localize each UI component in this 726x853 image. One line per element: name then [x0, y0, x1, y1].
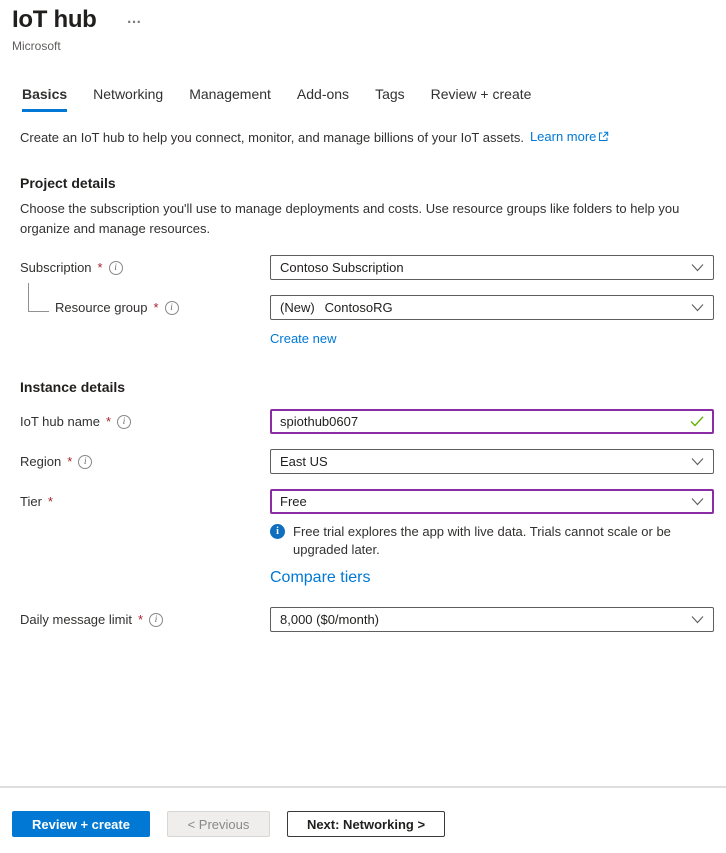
region-row: [20, 449, 726, 474]
tab-networking[interactable]: Networking: [93, 86, 164, 102]
instance-details-heading: Instance details: [20, 379, 126, 395]
chevron-down-icon: [691, 615, 704, 624]
daily-message-limit-dropdown[interactable]: [270, 607, 714, 632]
tier-value: Free: [280, 494, 307, 509]
basics-form: [20, 255, 726, 632]
review-create-button[interactable]: Review + create: [12, 811, 150, 837]
daily-message-limit-label: Daily message limit: [20, 612, 132, 628]
resource-group-value: ContosoRG: [324, 300, 393, 315]
info-icon[interactable]: i: [109, 261, 123, 275]
tab-review-create[interactable]: Review + create: [430, 86, 532, 102]
required-marker: *: [97, 260, 103, 275]
required-marker: *: [105, 414, 112, 429]
region-value: East US: [280, 454, 328, 469]
tier-row: [20, 489, 726, 514]
daily-message-limit-value: 8,000 ($0/month): [280, 612, 380, 628]
tab-management[interactable]: Management: [189, 86, 271, 102]
chevron-down-icon: [691, 497, 704, 506]
resource-group-new-prefix: (New): [280, 300, 315, 315]
create-new-link[interactable]: Create new: [270, 331, 337, 346]
required-marker: *: [137, 612, 144, 628]
required-marker: *: [153, 300, 159, 315]
project-details-heading: Project details: [20, 175, 116, 191]
wizard-tabs: [22, 86, 726, 112]
page-title: IoT hub: [12, 6, 97, 33]
info-filled-icon: i: [270, 524, 285, 539]
region-dropdown[interactable]: [270, 449, 714, 474]
valid-check-icon: [690, 416, 704, 427]
project-details-description: Choose the subscription you'll use to manage deployments and costs. Use resource groups like folders to help you organize and manage resources.: [20, 201, 680, 236]
required-marker: *: [47, 494, 53, 509]
resource-group-row: [20, 295, 726, 320]
create-new-row: [20, 325, 726, 346]
required-marker: *: [67, 454, 73, 469]
daily-message-limit-row: [20, 607, 726, 632]
chevron-down-icon: [691, 303, 704, 312]
tab-basics[interactable]: Basics: [22, 86, 67, 112]
subscription-label: Subscription: [20, 260, 92, 275]
resource-group-dropdown[interactable]: [270, 295, 714, 320]
info-icon[interactable]: i: [149, 613, 163, 627]
publisher-label: Microsoft: [12, 39, 61, 53]
info-icon[interactable]: i: [165, 301, 179, 315]
tier-label: Tier: [20, 494, 42, 509]
chevron-down-icon: [691, 457, 704, 466]
info-icon[interactable]: i: [78, 455, 92, 469]
compare-tiers-link[interactable]: Compare tiers: [270, 569, 371, 587]
intro-text: Create an IoT hub to help you connect, monitor, and manage billions of your IoT assets.: [20, 129, 524, 145]
tab-tags[interactable]: Tags: [375, 86, 405, 102]
learn-more-link[interactable]: Learn more: [530, 129, 609, 145]
intro-text-row: [20, 129, 726, 145]
subscription-row: [20, 255, 726, 280]
compare-tiers-row: [20, 569, 726, 587]
footer-actions: [12, 811, 445, 837]
subscription-value: Contoso Subscription: [280, 260, 404, 275]
next-networking-button[interactable]: Next: Networking >: [287, 811, 445, 837]
tree-connector-line: [28, 283, 49, 312]
footer-divider: [0, 786, 726, 788]
tier-note-row: [20, 523, 726, 558]
tier-note-text: Free trial explores the app with live data. Trials cannot scale or be upgraded later.: [293, 524, 671, 557]
external-link-icon: [598, 130, 609, 145]
resource-group-label: Resource group: [55, 300, 148, 315]
iot-hub-name-value: spiothub0607: [280, 414, 359, 429]
iot-hub-name-row: [20, 409, 726, 434]
more-options-button[interactable]: …: [126, 10, 144, 27]
tier-dropdown[interactable]: [270, 489, 714, 514]
page-header: [0, 0, 726, 53]
iot-hub-name-input[interactable]: [270, 409, 714, 434]
tab-add-ons[interactable]: Add-ons: [296, 86, 350, 102]
previous-button[interactable]: < Previous: [167, 811, 270, 837]
chevron-down-icon: [691, 263, 704, 272]
iot-hub-name-label: IoT hub name: [20, 414, 100, 429]
subscription-dropdown[interactable]: [270, 255, 714, 280]
info-icon[interactable]: i: [117, 415, 131, 429]
region-label: Region: [20, 454, 62, 469]
